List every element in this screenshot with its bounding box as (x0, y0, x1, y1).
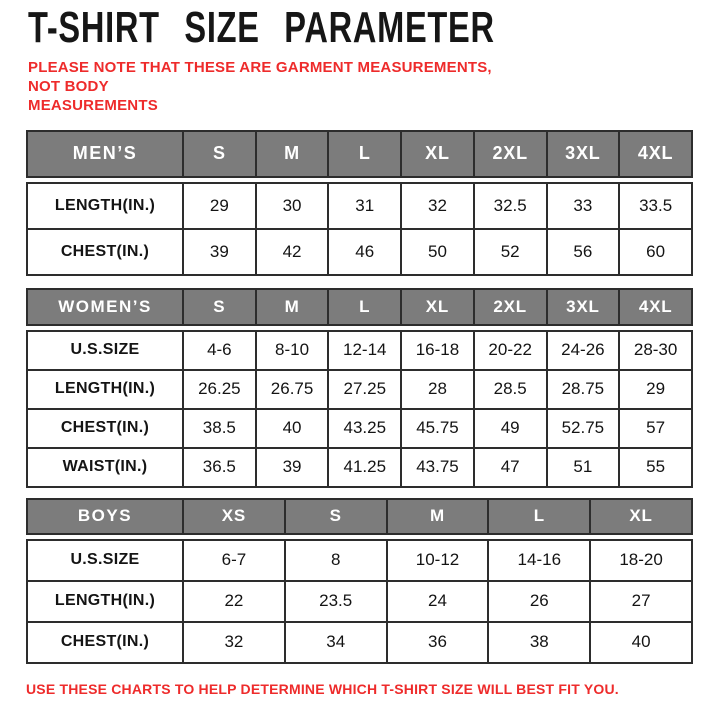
size-value-cell: 23.5 (285, 581, 387, 622)
size-value-cell: 47 (474, 448, 547, 487)
table-row (27, 183, 692, 229)
measurement-note-line2: MEASUREMENTS (28, 96, 158, 114)
womens-size-table (26, 288, 693, 488)
size-value-cell: 56 (547, 229, 620, 275)
mens-data-table (26, 182, 693, 276)
size-value-cell: 33.5 (619, 183, 692, 229)
size-column-header: 2XL (474, 289, 547, 325)
size-value-cell: 24 (387, 581, 489, 622)
size-value-cell: 51 (547, 448, 620, 487)
size-column-header: 4XL (619, 131, 692, 177)
size-column-header: S (285, 499, 387, 534)
womens-header-row-table (26, 288, 693, 326)
size-value-cell: 27 (590, 581, 692, 622)
size-value-cell: 46 (328, 229, 401, 275)
size-value-cell: 28.75 (547, 370, 620, 409)
size-value-cell: 32.5 (474, 183, 547, 229)
row-label-cell: U.S.SIZE (27, 540, 183, 581)
size-value-cell: 18-20 (590, 540, 692, 581)
row-label-cell: U.S.SIZE (27, 331, 183, 370)
size-value-cell: 29 (619, 370, 692, 409)
size-column-header: M (256, 289, 329, 325)
size-value-cell: 39 (183, 229, 256, 275)
row-label-cell: CHEST(IN.) (27, 622, 183, 663)
header-row (27, 499, 692, 534)
size-value-cell: 4-6 (183, 331, 256, 370)
table-title-cell: BOYS (27, 499, 183, 534)
size-column-header: M (256, 131, 329, 177)
size-value-cell: 28.5 (474, 370, 547, 409)
table-row (27, 581, 692, 622)
size-value-cell: 31 (328, 183, 401, 229)
size-value-cell: 33 (547, 183, 620, 229)
size-value-cell: 26.25 (183, 370, 256, 409)
table-row (27, 448, 692, 487)
table-row (27, 370, 692, 409)
size-value-cell: 52 (474, 229, 547, 275)
size-column-header: XL (401, 131, 474, 177)
mens-header-row-table (26, 130, 693, 178)
size-value-cell: 8 (285, 540, 387, 581)
size-column-header: XL (401, 289, 474, 325)
size-value-cell: 26 (488, 581, 590, 622)
row-label-cell: CHEST(IN.) (27, 229, 183, 275)
size-value-cell: 49 (474, 409, 547, 448)
mens-size-table (26, 130, 693, 276)
size-value-cell: 10-12 (387, 540, 489, 581)
size-value-cell: 38.5 (183, 409, 256, 448)
size-value-cell: 43.75 (401, 448, 474, 487)
measurement-note-line1: PLEASE NOTE THAT THESE ARE GARMENT MEASUREMENTS, NOT BODY (28, 58, 492, 95)
size-column-header: 2XL (474, 131, 547, 177)
size-column-header: M (387, 499, 489, 534)
size-value-cell: 55 (619, 448, 692, 487)
size-value-cell: 52.75 (547, 409, 620, 448)
size-value-cell: 43.25 (328, 409, 401, 448)
row-label-cell: LENGTH(IN.) (27, 183, 183, 229)
header-row (27, 131, 692, 177)
size-value-cell: 60 (619, 229, 692, 275)
size-value-cell: 26.75 (256, 370, 329, 409)
size-column-header: L (488, 499, 590, 534)
size-value-cell: 28 (401, 370, 474, 409)
size-value-cell: 24-26 (547, 331, 620, 370)
size-value-cell: 20-22 (474, 331, 547, 370)
table-title-cell: WOMEN’S (27, 289, 183, 325)
size-value-cell: 28-30 (619, 331, 692, 370)
size-column-header: L (328, 289, 401, 325)
size-value-cell: 45.75 (401, 409, 474, 448)
measurement-note (28, 58, 498, 115)
boys-header-row-table (26, 498, 693, 535)
size-value-cell: 40 (590, 622, 692, 663)
page-title-text: T-SHIRT SIZE PARAMETER (28, 3, 495, 52)
size-column-header: S (183, 289, 256, 325)
size-value-cell: 29 (183, 183, 256, 229)
size-value-cell: 6-7 (183, 540, 285, 581)
size-value-cell: 8-10 (256, 331, 329, 370)
size-column-header: L (328, 131, 401, 177)
size-column-header: XS (183, 499, 285, 534)
table-title-cell: MEN’S (27, 131, 183, 177)
womens-data-table (26, 330, 693, 488)
size-value-cell: 14-16 (488, 540, 590, 581)
size-value-cell: 40 (256, 409, 329, 448)
row-label-cell: WAIST(IN.) (27, 448, 183, 487)
size-column-header: 3XL (547, 289, 620, 325)
size-value-cell: 27.25 (328, 370, 401, 409)
size-value-cell: 39 (256, 448, 329, 487)
table-row (27, 409, 692, 448)
size-value-cell: 42 (256, 229, 329, 275)
size-value-cell: 12-14 (328, 331, 401, 370)
boys-data-table (26, 539, 693, 664)
footer-note: USE THESE CHARTS TO HELP DETERMINE WHICH T-SHIRT SIZE WILL BEST FIT YOU. (26, 680, 619, 697)
size-value-cell: 30 (256, 183, 329, 229)
size-value-cell: 22 (183, 581, 285, 622)
table-row (27, 229, 692, 275)
size-value-cell: 16-18 (401, 331, 474, 370)
row-label-cell: LENGTH(IN.) (27, 581, 183, 622)
size-value-cell: 32 (401, 183, 474, 229)
size-value-cell: 34 (285, 622, 387, 663)
row-label-cell: LENGTH(IN.) (27, 370, 183, 409)
size-value-cell: 50 (401, 229, 474, 275)
size-value-cell: 32 (183, 622, 285, 663)
table-row (27, 331, 692, 370)
size-value-cell: 36.5 (183, 448, 256, 487)
size-value-cell: 36 (387, 622, 489, 663)
size-column-header: 3XL (547, 131, 620, 177)
size-column-header: S (183, 131, 256, 177)
size-column-header: 4XL (619, 289, 692, 325)
row-label-cell: CHEST(IN.) (27, 409, 183, 448)
size-value-cell: 41.25 (328, 448, 401, 487)
size-value-cell: 57 (619, 409, 692, 448)
boys-size-table (26, 498, 693, 664)
table-row (27, 540, 692, 581)
page-title (28, 3, 720, 52)
size-value-cell: 38 (488, 622, 590, 663)
size-column-header: XL (590, 499, 692, 534)
header-row (27, 289, 692, 325)
table-row (27, 622, 692, 663)
